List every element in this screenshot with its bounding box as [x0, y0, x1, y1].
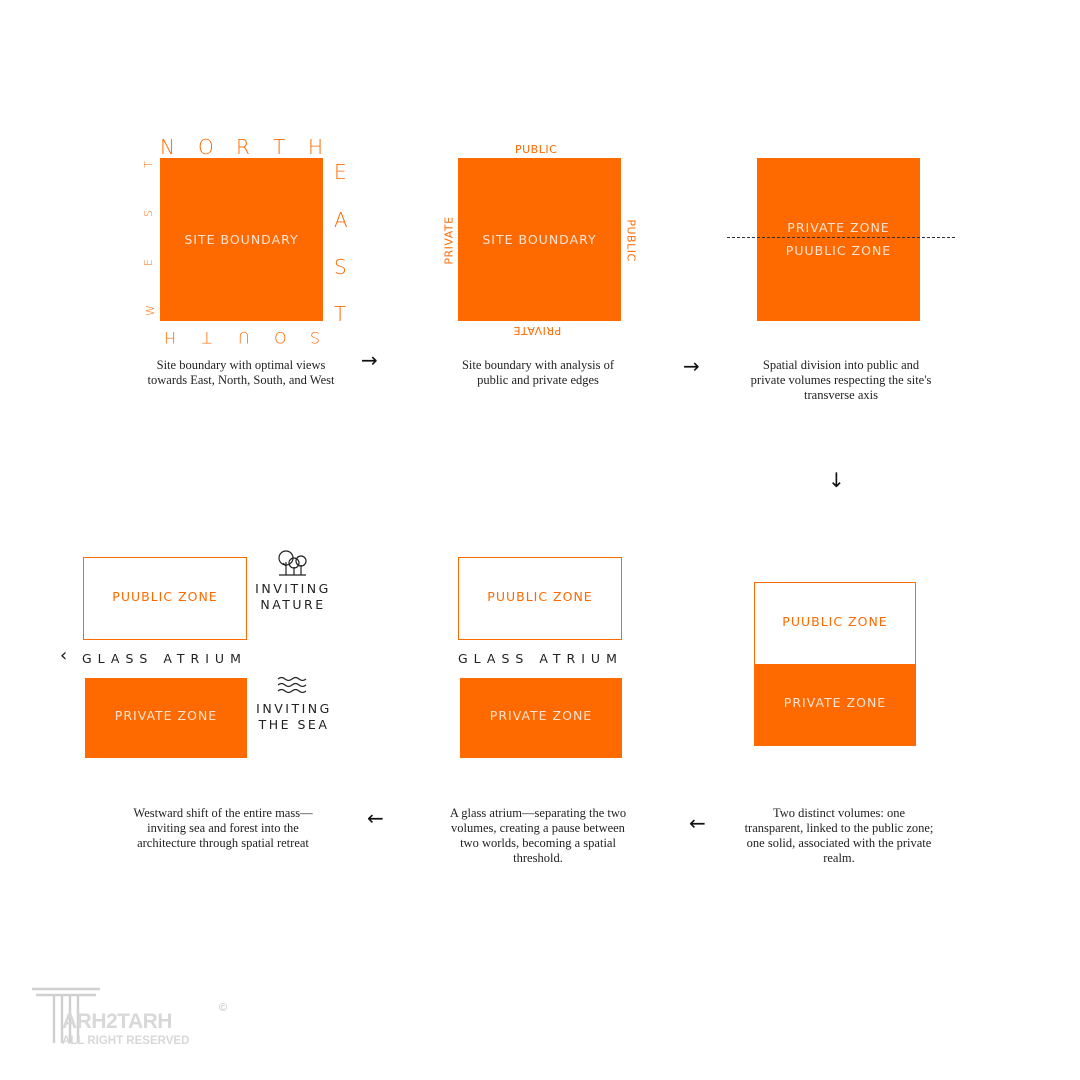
private-zone-label: PRIVATE ZONE	[489, 708, 593, 723]
edge-label-top: PUBLIC	[515, 143, 558, 156]
step4-caption: Two distinct volumes: one transparent, linked to the public zone; one solid, associated with the private realm.	[744, 806, 934, 865]
public-volume-box	[458, 557, 622, 640]
public-volume-box	[754, 582, 916, 665]
inviting-sea-line1: INVITING	[256, 701, 332, 716]
arrow-down-icon: ↓	[828, 468, 845, 492]
private-volume-box	[85, 678, 247, 758]
site-boundary-box	[458, 158, 621, 321]
step6-caption: Westward shift of the entire mass—inviting sea and forest into the architecture through spatial retreat	[133, 806, 313, 850]
glass-atrium-label: GLASS ATRIUM	[458, 651, 623, 666]
south-letter: H	[164, 328, 177, 347]
public-volume-box	[83, 557, 247, 640]
watermark-name: ARH2TARH	[62, 1010, 172, 1033]
public-zone-label: PUUBLIC ZONE	[782, 614, 888, 629]
north-letter: H	[308, 135, 324, 159]
inviting-sea-line2: THE SEA	[258, 717, 330, 732]
chevron-left-icon: ‹	[60, 645, 68, 666]
inviting-nature-line2: NATURE	[260, 597, 326, 612]
step1-caption: Site boundary with optimal views towards East, North, South, and West	[147, 358, 335, 387]
step2-caption: Site boundary with analysis of public and private edges	[461, 358, 615, 387]
east-letter: A	[334, 208, 348, 232]
public-zone-label: PUUBLIC ZONE	[487, 589, 593, 604]
east-letter: T	[334, 302, 347, 326]
edge-label-left: PRIVATE	[442, 216, 456, 265]
private-zone-label: PRIVATE ZONE	[783, 695, 887, 710]
site-boundary-box	[160, 158, 323, 321]
north-letter: N	[160, 135, 175, 159]
north-letter: R	[236, 135, 250, 159]
east-letter: S	[334, 255, 347, 279]
transverse-axis-line	[727, 237, 955, 238]
site-boundary-label: SITE BOUNDARY	[482, 232, 597, 247]
edge-label-bottom: PRIVATE	[513, 324, 562, 337]
west-letter: S	[141, 210, 155, 217]
south-letter: O	[274, 328, 287, 347]
trees-icon	[276, 548, 308, 578]
copyright-icon: ©	[219, 1002, 228, 1014]
arrow-right-icon: →	[683, 354, 700, 378]
public-zone-label: PUUBLIC ZONE	[785, 243, 892, 258]
arrow-left-icon: ←	[689, 811, 706, 835]
inviting-nature-line1: INVITING	[255, 581, 331, 596]
arrow-left-icon: ←	[367, 806, 384, 830]
south-letter: S	[310, 328, 321, 347]
site-boundary-label: SITE BOUNDARY	[184, 232, 299, 247]
step3-caption: Spatial division into public and private volumes respecting the site's transverse axis	[750, 358, 932, 402]
south-letter: T	[202, 328, 212, 347]
north-letter: T	[273, 135, 286, 159]
west-letter: W	[143, 305, 157, 316]
west-letter: T	[141, 161, 155, 168]
private-volume-box	[754, 664, 916, 746]
edge-label-right: PUBLIC	[624, 219, 638, 262]
step5-caption: A glass atrium—separating the two volumes, creating a pause between two worlds, becoming a spatial threshold.	[449, 806, 627, 865]
public-zone-label: PUUBLIC ZONE	[112, 589, 218, 604]
north-letter: O	[198, 135, 214, 159]
arrow-right-icon: →	[361, 348, 378, 372]
private-zone-label: PRIVATE ZONE	[114, 708, 218, 723]
east-letter: E	[334, 160, 347, 184]
private-zone-label: PRIVATE ZONE	[787, 220, 890, 235]
watermark-rights: ALL RIGHT RESERVED	[62, 1035, 190, 1047]
south-letter: U	[238, 328, 250, 347]
private-volume-box	[460, 678, 622, 758]
divided-site-box	[757, 158, 920, 321]
west-letter: E	[141, 259, 155, 266]
waves-icon	[277, 675, 307, 697]
glass-atrium-label: GLASS ATRIUM	[82, 651, 247, 666]
